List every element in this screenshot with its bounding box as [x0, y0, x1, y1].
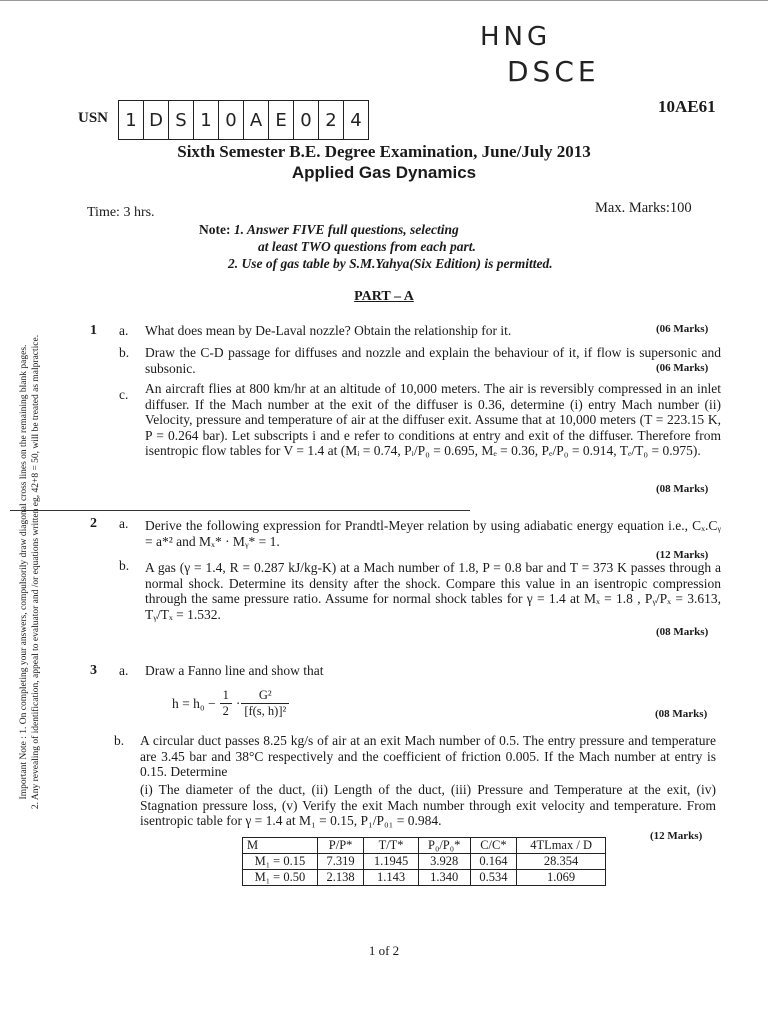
table-cell: 0.534	[470, 870, 517, 886]
usn-digit: 2	[319, 101, 344, 139]
marks-label: (08 Marks)	[656, 483, 709, 495]
exam-title: Sixth Semester B.E. Degree Examination, June/July 2013	[177, 142, 591, 161]
table-header-cell: M	[243, 838, 318, 854]
exam-time: Time: 3 hrs.	[87, 205, 155, 220]
question-divider	[10, 510, 470, 511]
question-number: 3	[90, 663, 97, 678]
table-cell: M₁ = 0.50	[243, 870, 318, 886]
usn-box	[118, 100, 369, 140]
table-cell: 1.1945	[364, 854, 418, 870]
question-text: Draw the C-D passage for diffuses and nozzle and explain the behaviour of it, if flow is supersonic and subsonic.	[145, 345, 721, 376]
fanno-formula: h = h₀ − $\frac{1}{2}$ · $\frac{\text{G²}}{\text{[f(s, h)]²}}$	[172, 688, 286, 719]
marks-label: (08 Marks)	[655, 708, 708, 720]
usn-label: USN	[78, 110, 109, 126]
question-text: Draw a Fanno line and show that	[145, 663, 324, 678]
formula-lhs: h = h₀ −	[172, 695, 216, 711]
table-cell: 3.928	[418, 854, 470, 870]
table-row	[243, 854, 606, 870]
sub-label: a.	[119, 516, 129, 531]
question-number: 2	[90, 516, 97, 531]
paper-code: 10AE61	[658, 97, 716, 116]
table-header-cell: T/T*	[364, 838, 418, 854]
side-note-line-2: 2. Any revealing of identification, appeal to evaluator and /or equations written eg, 42+8 = 50, will be treated as malpractice.	[31, 334, 41, 810]
usn-digit: A	[244, 101, 269, 139]
max-marks: Max. Marks:100	[595, 200, 692, 216]
table-row	[243, 870, 606, 886]
table-cell: 7.319	[317, 854, 364, 870]
handwritten-note-1: HNG	[480, 22, 552, 52]
marks-label: (06 Marks)	[656, 323, 709, 335]
question-text: A circular duct passes 8.25 kg/s of air at an exit Mach number of 0.5. The entry pressure and temperature are 3.45 bar and 38°C respectively and the coefficient of friction 0.005. If the Mach number at entry is 0.15. Determine	[140, 733, 716, 779]
usn-digit: 0	[219, 101, 244, 139]
formula-fraction-2	[244, 688, 286, 719]
side-note-line-1: Important Note : 1. On completing your answers, compulsorily draw diagonal cross lines on the remaining blank pages.	[19, 344, 29, 800]
table-cell: 1.069	[517, 870, 606, 886]
table-header-cell: 4TLmax / D	[517, 838, 606, 854]
page-number: 1 of 2	[368, 943, 400, 958]
fraction-2-denominator: [f(s, h)]²	[244, 704, 287, 718]
usn-digit: S	[169, 101, 194, 139]
note-label: Note:	[199, 222, 231, 237]
table-cell: 1.340	[418, 870, 470, 886]
question-text: Derive the following expression for Prandtl-Meyer relation by using adiabatic energy equation i.e., Cₓ.Cᵧ = a*² and Mₓ* · Mᵧ* = 1.	[145, 518, 721, 549]
page-top-edge	[0, 0, 768, 1]
subject-title: Applied Gas Dynamics	[291, 163, 477, 182]
handwritten-note-2: DSCE	[507, 55, 600, 88]
table-cell: 1.143	[364, 870, 418, 886]
table-cell: 2.138	[317, 870, 364, 886]
table-cell: 28.354	[517, 854, 606, 870]
fraction-1-denominator: 2	[222, 704, 229, 718]
table-header-cell: C/C*	[470, 838, 517, 854]
usn-digit: 0	[294, 101, 319, 139]
question-number: 1	[90, 323, 97, 338]
formula-fraction-1	[220, 688, 232, 719]
table-cell: M₁ = 0.15	[243, 854, 318, 870]
fanno-table	[242, 837, 606, 886]
marks-label: (12 Marks)	[656, 549, 709, 561]
question-text-continued: (i) The diameter of the duct, (ii) Length of the duct, (iii) Pressure and Temperature at the exit, (iv) Stagnation pressure loss, (v) Verify the exit Mach number through exit velocity and temperature. From isentropic table for γ = 1.4 at M₁ = 0.15, P₁/P₀₁ = 0.984.	[140, 782, 716, 828]
note-line-2: at least TWO questions from each part.	[258, 239, 476, 254]
table-header-row	[243, 838, 606, 854]
usn-digit: E	[269, 101, 294, 139]
question-text: An aircraft flies at 800 km/hr at an altitude of 10,000 meters. The air is reversibly compressed in an inlet diffuser. If the Mach number at the exit of the diffuser is 0.36, determine (i) entry Mach number (ii) Velocity, pressure and temperature of air at the diffuser exit. Assume that at 10,000 meters (T = 223.15 K, P = 0.264 bar). Let subscripts i and e refer to conditions at entry and exit of the diffuser. Therefore from isentropic flow tables for V = 1.4 at (Mᵢ = 0.74, Pᵢ/P₀ = 0.695, Mₑ = 0.36, Pₑ/P₀ = 0.914, Tₑ/T₀ = 0.975).	[145, 381, 721, 458]
sub-label: a.	[119, 323, 129, 338]
sub-label: c.	[119, 387, 129, 402]
side-important-note	[18, 292, 42, 852]
usn-digit: 1	[119, 101, 144, 139]
table-header-cell: P/P*	[317, 838, 364, 854]
table-header-cell: P₀/P₀*	[418, 838, 470, 854]
usn-digit: 1	[194, 101, 219, 139]
question-text: What does mean by De-Laval nozzle? Obtain the relationship for it.	[145, 323, 512, 338]
sub-label: a.	[119, 663, 129, 678]
note-line-3: 2. Use of gas table by S.M.Yahya(Six Edition) is permitted.	[228, 256, 553, 271]
sub-label: b.	[119, 558, 130, 573]
marks-label: (12 Marks)	[650, 830, 703, 842]
note-line-1: 1. Answer FIVE full questions, selecting	[233, 222, 459, 237]
marks-label: (08 Marks)	[656, 626, 709, 638]
sub-label: b.	[114, 733, 125, 748]
marks-label: (06 Marks)	[656, 362, 709, 374]
sub-label: b.	[119, 345, 130, 360]
fraction-2-numerator: G²	[241, 688, 289, 704]
part-heading: PART – A	[354, 289, 414, 304]
usn-digit: D	[144, 101, 169, 139]
usn-digit: 4	[350, 109, 362, 131]
instructions-note	[199, 221, 669, 272]
question-text: A gas (γ = 1.4, R = 0.287 kJ/kg-K) at a Mach number of 1.8, P = 0.8 bar and T = 373 K passes through a normal shock. Determine its density after the shock. Compare this value in an isentropic compression through the same pressure ratio. Assume for normal shock tables for γ = 1.4 at Mₓ = 1.8 , Pᵧ/Pₓ = 3.613, Tᵧ/Tₓ = 1.532.	[145, 560, 721, 622]
table-cell: 0.164	[470, 854, 517, 870]
fraction-1-numerator: 1	[220, 688, 232, 704]
